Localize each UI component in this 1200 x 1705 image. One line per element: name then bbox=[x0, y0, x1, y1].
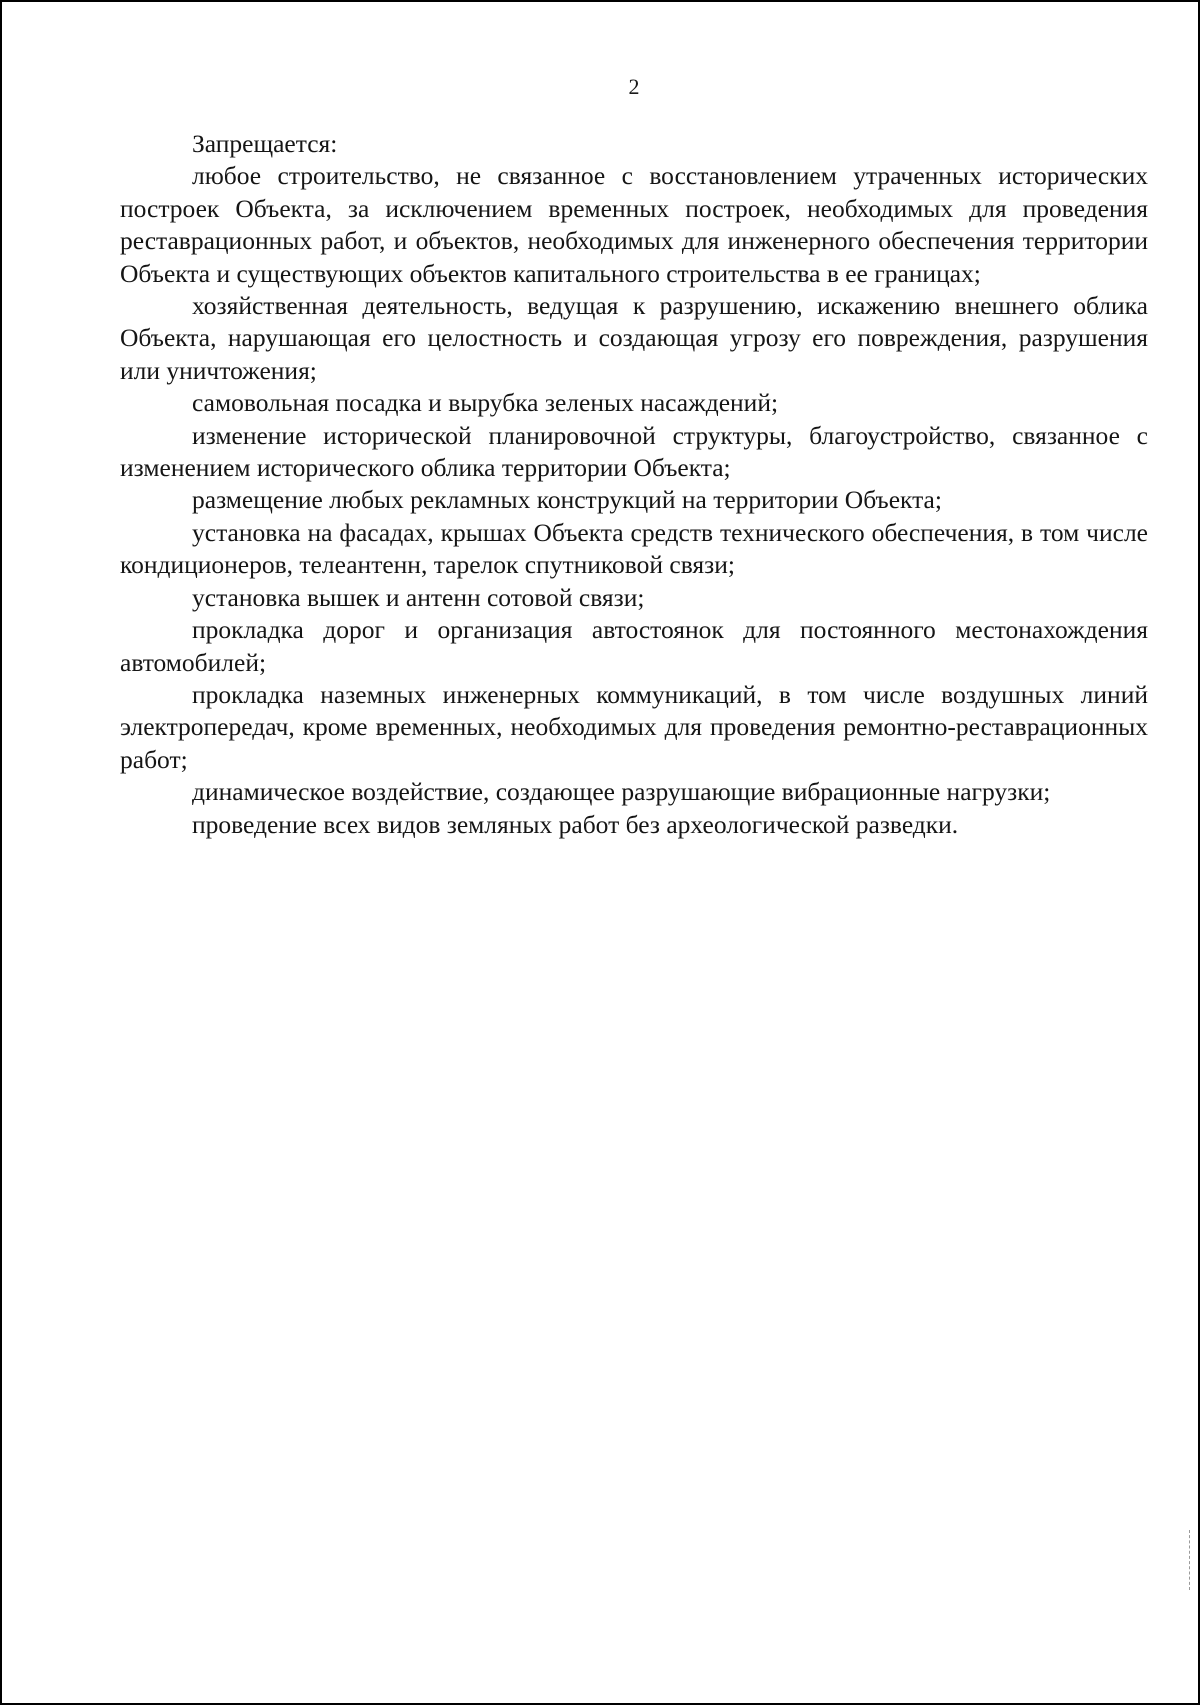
list-item: установка вышек и антенн сотовой связи; bbox=[192, 582, 645, 612]
page-border-top bbox=[0, 0, 1200, 2]
scan-artifact bbox=[1188, 1530, 1190, 1590]
list-item: самовольная посадка и вырубка зеленых насаждений; bbox=[192, 388, 779, 418]
list-item: динамическое воздействие, создающее разрушающие вибрационные нагрузки; bbox=[192, 777, 1051, 807]
list-item: любое строительство, не связанное с восстановлением утраченных исторических построек Объекта, за исключением временных построек, необходимых для проведения реставрационных работ, и объектов, необходимых для инженерного обеспечения территории Объекта и существующих объектов капитального строительства в ее границах; bbox=[120, 161, 1148, 288]
list-item: изменение исторической планировочной структуры, благоустройство, связанное с изменением исторического облика территории Объекта; bbox=[120, 420, 1148, 483]
list-item: прокладка дорог и организация автостоянок для постоянного местонахождения автомобилей; bbox=[120, 615, 1148, 677]
list-item: размещение любых рекламных конструкций на территории Объекта; bbox=[192, 485, 942, 515]
list-item: проведение всех видов земляных работ без археологической разведки. bbox=[192, 809, 959, 839]
section-heading: Запрещается: bbox=[192, 129, 338, 158]
list-item: установка на фасадах, крышах Объекта средств технического обеспечения, в том числе кондиционеров, телеантенн, тарелок спутниковой связи; bbox=[120, 517, 1148, 580]
document-body bbox=[120, 128, 1148, 841]
page-border-left bbox=[0, 0, 2, 1705]
page-number: 2 bbox=[628, 74, 640, 99]
list-item: хозяйственная деятельность, ведущая к разрушению, искажению внешнего облика Объекта, нарушающая его целостность и создающая угрозу его повреждения, разрушения или уничтожения; bbox=[120, 291, 1148, 385]
list-item: прокладка наземных инженерных коммуникаций, в том числе воздушных линий электропередач, кроме временных, необходимых для проведения ремонтно-реставрационных работ; bbox=[120, 679, 1148, 774]
